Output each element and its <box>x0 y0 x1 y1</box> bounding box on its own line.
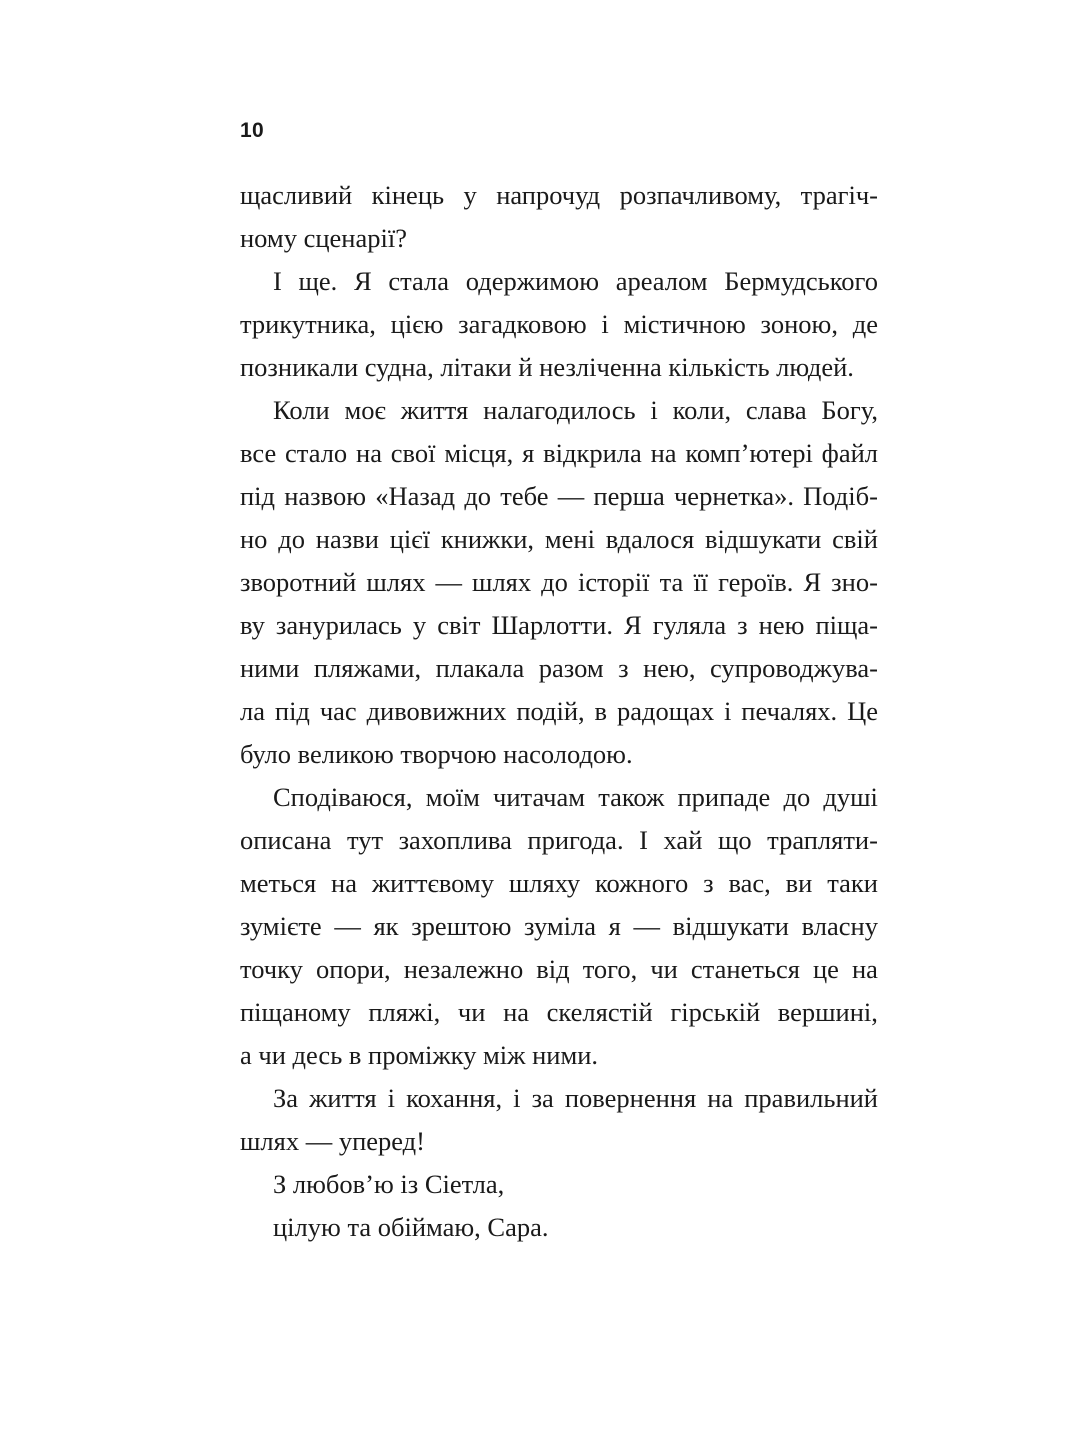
text-word: — <box>334 911 361 941</box>
text-word: у <box>412 610 427 640</box>
text-line: З любов’ю із Сіетла, <box>273 1169 505 1199</box>
text-word: подій, <box>516 696 585 726</box>
text-word: І <box>273 266 282 296</box>
text-line <box>240 518 878 561</box>
text-word: читачам <box>493 782 586 812</box>
text-word: за <box>531 1083 554 1113</box>
text-word: Сподіваюся, <box>273 782 413 812</box>
text-word: точку <box>240 954 303 984</box>
text-word: і <box>601 309 609 339</box>
text-word: нею <box>758 610 805 640</box>
text-word: ла <box>240 696 265 726</box>
text-word: напрочуд <box>496 180 601 210</box>
text-word: та <box>659 567 684 597</box>
text-word: кожного <box>594 868 689 898</box>
text-word: чи <box>457 997 486 1027</box>
text-word: За <box>273 1083 299 1113</box>
text-word: на <box>852 954 878 984</box>
text-word: Шарлотти. <box>491 610 613 640</box>
text-line <box>240 389 878 432</box>
text-word: стала <box>388 266 450 296</box>
text-word: стало <box>285 438 348 468</box>
text-word: як <box>373 911 399 941</box>
body-text-block <box>240 174 878 1249</box>
text-word: вдалося <box>605 524 695 554</box>
text-word: від <box>536 954 570 984</box>
text-line: було великою творчою насолодою. <box>240 739 633 769</box>
text-word: і <box>724 696 732 726</box>
text-word: ще. <box>298 266 338 296</box>
text-word: дивовижних <box>366 696 507 726</box>
text-word: налагодилось <box>483 395 636 425</box>
text-word: описана <box>240 825 332 855</box>
text-word: Це <box>847 696 878 726</box>
text-word: під <box>274 696 310 726</box>
text-word: героїв. <box>718 567 794 597</box>
text-word: скелястій <box>546 997 653 1027</box>
text-word: Подіб- <box>803 481 878 511</box>
text-word: Я <box>354 266 372 296</box>
text-word: моїм <box>425 782 480 812</box>
text-word: і <box>387 1083 396 1113</box>
text-word: душі <box>823 782 878 812</box>
text-word: зрештою <box>411 911 512 941</box>
text-line: ному сценарії? <box>240 223 407 253</box>
text-word: комп’ютері <box>685 438 813 468</box>
text-word: власну <box>801 911 878 941</box>
text-line: а чи десь в проміжку між ними. <box>240 1040 599 1070</box>
text-word: життя <box>309 1083 377 1113</box>
text-word: незалежно <box>403 954 524 984</box>
text-word: опори, <box>315 954 391 984</box>
text-word: у <box>463 180 477 210</box>
paragraph <box>240 174 878 260</box>
text-word: кінець <box>371 180 445 210</box>
page-number: 10 <box>240 119 264 142</box>
text-line <box>240 862 878 905</box>
text-word: Богу, <box>821 395 878 425</box>
text-word: з <box>618 653 629 683</box>
text-word: піщаному <box>240 997 351 1027</box>
text-word: пригода. <box>527 825 624 855</box>
text-word: того, <box>582 954 638 984</box>
text-word: вершині, <box>777 997 878 1027</box>
text-word: де <box>852 309 878 339</box>
text-word: свій <box>832 524 878 554</box>
text-word: Коли <box>273 395 330 425</box>
text-word: чернетка». <box>673 481 794 511</box>
text-word: під <box>240 481 276 511</box>
text-word: пляжами, <box>313 653 422 683</box>
text-word: ареалом <box>615 266 708 296</box>
text-word: зно- <box>831 567 878 597</box>
text-word: Бермудського <box>724 266 878 296</box>
text-word: зоною, <box>760 309 838 339</box>
text-line <box>240 991 878 1034</box>
text-word: кохання, <box>406 1083 503 1113</box>
text-word: супроводжува- <box>709 653 878 683</box>
text-word: перша <box>593 481 665 511</box>
text-line <box>240 561 878 604</box>
text-word: файл <box>821 438 878 468</box>
text-word: моє <box>344 395 386 425</box>
text-line: позникали судна, літаки й незліченна кількість людей. <box>240 352 854 382</box>
text-word: загадковою <box>458 309 587 339</box>
text-word: історії <box>577 567 650 597</box>
text-word: плакала <box>435 653 525 683</box>
text-line <box>240 905 878 948</box>
text-word: я <box>608 911 621 941</box>
text-word: печалях. <box>741 696 838 726</box>
text-word: її <box>693 567 709 597</box>
text-line <box>240 260 878 303</box>
paragraph <box>240 260 878 389</box>
text-word: на <box>707 1083 734 1113</box>
text-word: місця, <box>444 438 514 468</box>
text-word: це <box>812 954 839 984</box>
text-word: в <box>594 696 608 726</box>
text-word: станеться <box>690 954 800 984</box>
text-word: чи <box>650 954 678 984</box>
text-word: коли, <box>672 395 732 425</box>
text-word: пляжі, <box>368 997 441 1027</box>
text-word: час <box>319 696 357 726</box>
text-word: піща- <box>815 610 878 640</box>
text-word: вас, <box>728 868 771 898</box>
text-word: хай <box>663 825 703 855</box>
text-word: свої <box>390 438 436 468</box>
text-word: захоплива <box>398 825 512 855</box>
text-word: ними <box>240 653 300 683</box>
text-word: припаде <box>677 782 771 812</box>
text-word: і <box>513 1083 521 1113</box>
text-word: повернення <box>564 1083 697 1113</box>
text-line <box>240 690 878 733</box>
paragraph <box>240 389 878 776</box>
text-line <box>240 303 878 346</box>
text-line: цілую та обіймаю, Сара. <box>273 1212 549 1242</box>
text-word: з <box>703 868 714 898</box>
text-word: «Назад <box>375 481 456 511</box>
text-line <box>240 776 878 819</box>
text-line <box>240 1077 878 1120</box>
text-word: трапляти- <box>767 825 878 855</box>
text-word: світ <box>437 610 481 640</box>
text-line <box>240 475 878 518</box>
text-word: до <box>464 481 492 511</box>
text-word: гуляла <box>652 610 727 640</box>
text-word: і <box>650 395 658 425</box>
text-word: з <box>737 610 748 640</box>
text-line <box>240 948 878 991</box>
text-word: таки <box>827 868 878 898</box>
text-word: все <box>240 438 277 468</box>
text-word: мені <box>544 524 595 554</box>
text-word: також <box>598 782 665 812</box>
paragraph <box>240 1163 878 1249</box>
text-word: — <box>435 567 462 597</box>
text-word: слава <box>745 395 807 425</box>
text-word: містичною <box>623 309 746 339</box>
text-line <box>240 604 878 647</box>
text-word: відкрила <box>543 438 642 468</box>
text-word: радощах <box>616 696 715 726</box>
text-word: — <box>557 481 585 511</box>
text-word: на <box>331 868 357 898</box>
text-word: до <box>278 524 305 554</box>
text-word: що <box>717 825 752 855</box>
text-word: назвою <box>284 481 367 511</box>
text-word: цією <box>390 309 444 339</box>
text-word: занурилась <box>275 610 402 640</box>
text-line <box>240 174 878 217</box>
text-word: життєвому <box>371 868 494 898</box>
text-word: життя <box>400 395 469 425</box>
text-word: зумієте <box>240 911 322 941</box>
text-word: зуміла <box>524 911 596 941</box>
text-word: разом <box>538 653 604 683</box>
text-word: гірській <box>670 997 761 1027</box>
text-word: меться <box>240 868 317 898</box>
text-word: книжки, <box>440 524 535 554</box>
paragraph <box>240 776 878 1077</box>
text-word: трагіч- <box>800 180 878 210</box>
text-word: Я <box>803 567 822 597</box>
text-word: відшукати <box>704 524 822 554</box>
text-word: ви <box>785 868 813 898</box>
text-word: трикутника, <box>240 309 376 339</box>
text-word: правильний <box>744 1083 878 1113</box>
paragraph <box>240 1077 878 1163</box>
text-word: но <box>240 524 268 554</box>
text-word: нею, <box>643 653 696 683</box>
text-word: — <box>633 911 660 941</box>
text-word: я <box>522 438 535 468</box>
text-word: шляху <box>508 868 581 898</box>
text-word: на <box>356 438 382 468</box>
text-line <box>240 432 878 475</box>
text-word: щасливий <box>240 180 353 210</box>
text-word: одержимою <box>465 266 600 296</box>
text-word: відшукати <box>672 911 789 941</box>
text-word: назви <box>315 524 379 554</box>
text-word: Я <box>624 610 642 640</box>
text-word: до <box>783 782 811 812</box>
text-word: до <box>541 567 568 597</box>
text-word: шлях <box>472 567 532 597</box>
text-word: на <box>503 997 530 1027</box>
text-line <box>240 819 878 862</box>
text-word: тебе <box>500 481 549 511</box>
text-word: тут <box>346 825 384 855</box>
text-line: шлях — уперед! <box>240 1126 425 1156</box>
text-word: розпачливому, <box>619 180 782 210</box>
text-line <box>240 647 878 690</box>
text-word: цієї <box>389 524 430 554</box>
text-word: ву <box>240 610 265 640</box>
text-word: шлях <box>366 567 426 597</box>
text-word: зворотний <box>240 567 357 597</box>
text-word: І <box>639 825 648 855</box>
text-word: на <box>650 438 677 468</box>
